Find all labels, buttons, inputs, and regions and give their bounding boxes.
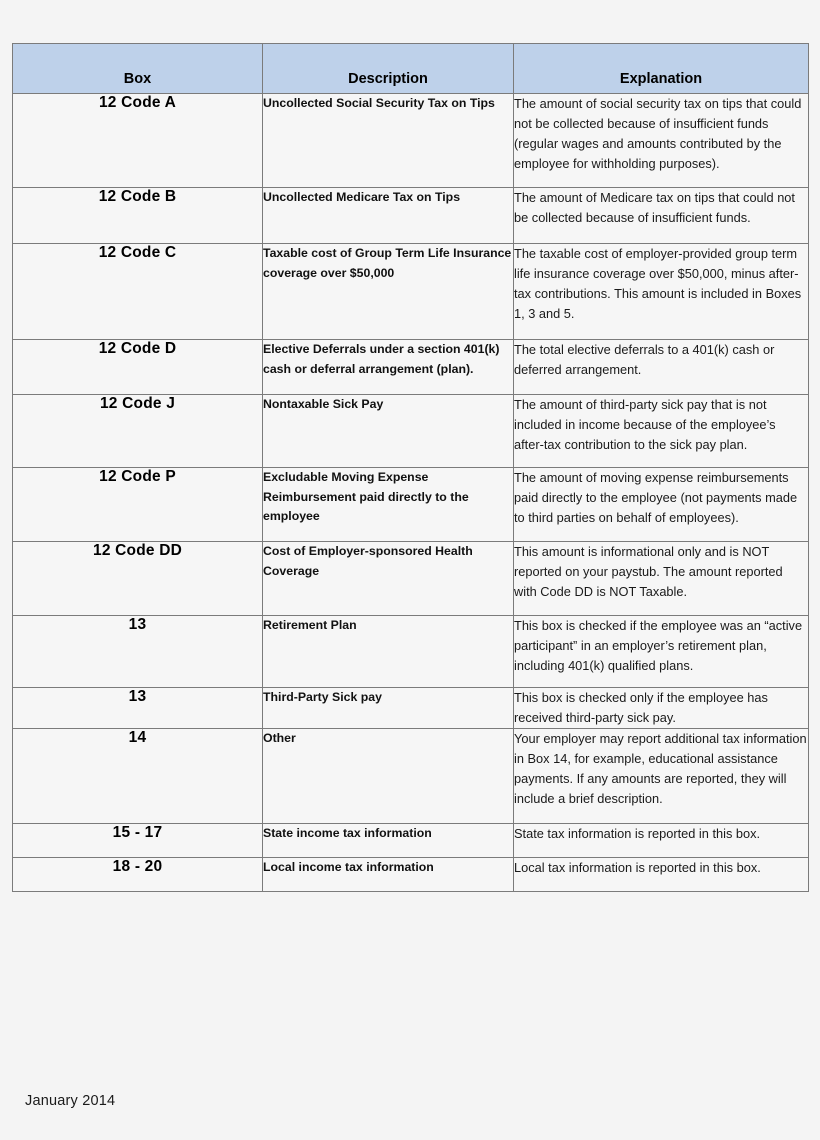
table-row	[13, 468, 809, 542]
cell-box: 15 - 17	[13, 824, 263, 858]
cell-explanation: The taxable cost of employer-provided group term life insurance coverage over $50,000, minus after-tax contributions. This amount is included in Boxes 1, 3 and 5.	[514, 244, 809, 340]
column-header-box: Box	[13, 44, 263, 94]
table-body	[13, 94, 809, 892]
cell-explanation: This box is checked only if the employee has received third-party sick pay.	[514, 688, 809, 729]
cell-explanation: The total elective deferrals to a 401(k) cash or deferred arrangement.	[514, 340, 809, 395]
cell-explanation: Your employer may report additional tax information in Box 14, for example, educational assistance payments. If any amounts are reported, they will include a brief description.	[514, 729, 809, 824]
cell-explanation: State tax information is reported in this box.	[514, 824, 809, 858]
table-header	[13, 44, 809, 94]
cell-description: Elective Deferrals under a section 401(k) cash or deferral arrangement (plan).	[263, 340, 514, 395]
table-row	[13, 858, 809, 892]
cell-box: 13	[13, 688, 263, 729]
table-row	[13, 542, 809, 616]
cell-description: Taxable cost of Group Term Life Insurance coverage over $50,000	[263, 244, 514, 340]
cell-description: Uncollected Social Security Tax on Tips	[263, 94, 514, 188]
table-row	[13, 340, 809, 395]
table-header-row	[13, 44, 809, 94]
cell-explanation: This box is checked if the employee was an “active participant” in an employer’s retirement plan, including 401(k) qualified plans.	[514, 616, 809, 688]
column-header-description: Description	[263, 44, 514, 94]
w2-box-explanation-table	[12, 43, 809, 892]
cell-description: Retirement Plan	[263, 616, 514, 688]
cell-box: 18 - 20	[13, 858, 263, 892]
cell-explanation: This amount is informational only and is NOT reported on your paystub. The amount reported with Code DD is NOT Taxable.	[514, 542, 809, 616]
table-row	[13, 188, 809, 244]
cell-description: Nontaxable Sick Pay	[263, 395, 514, 468]
cell-description: Uncollected Medicare Tax on Tips	[263, 188, 514, 244]
cell-explanation: The amount of moving expense reimbursements paid directly to the employee (not payments made to third parties on behalf of employees).	[514, 468, 809, 542]
cell-box: 12 Code J	[13, 395, 263, 468]
table-row	[13, 729, 809, 824]
table-row	[13, 616, 809, 688]
cell-explanation: Local tax information is reported in this box.	[514, 858, 809, 892]
cell-box: 12 Code D	[13, 340, 263, 395]
cell-box: 12 Code P	[13, 468, 263, 542]
table-row	[13, 94, 809, 188]
cell-explanation: The amount of third-party sick pay that is not included in income because of the employee’s after-tax contribution to the sick pay plan.	[514, 395, 809, 468]
table-row	[13, 244, 809, 340]
cell-box: 13	[13, 616, 263, 688]
footer-date: January 2014	[25, 1093, 116, 1109]
table-row	[13, 395, 809, 468]
cell-explanation: The amount of social security tax on tips that could not be collected because of insufficient funds (regular wages and amounts contributed by the employee for withholding purposes).	[514, 94, 809, 188]
cell-description: State income tax information	[263, 824, 514, 858]
table-row	[13, 824, 809, 858]
cell-box: 12 Code C	[13, 244, 263, 340]
cell-description: Other	[263, 729, 514, 824]
cell-box: 12 Code A	[13, 94, 263, 188]
cell-description: Local income tax information	[263, 858, 514, 892]
cell-box: 14	[13, 729, 263, 824]
cell-description: Excludable Moving Expense Reimbursement paid directly to the employee	[263, 468, 514, 542]
cell-box: 12 Code DD	[13, 542, 263, 616]
column-header-explanation: Explanation	[514, 44, 809, 94]
cell-explanation: The amount of Medicare tax on tips that could not be collected because of insufficient funds.	[514, 188, 809, 244]
table-row	[13, 688, 809, 729]
cell-box: 12 Code B	[13, 188, 263, 244]
cell-description: Third-Party Sick pay	[263, 688, 514, 729]
cell-description: Cost of Employer-sponsored Health Coverage	[263, 542, 514, 616]
